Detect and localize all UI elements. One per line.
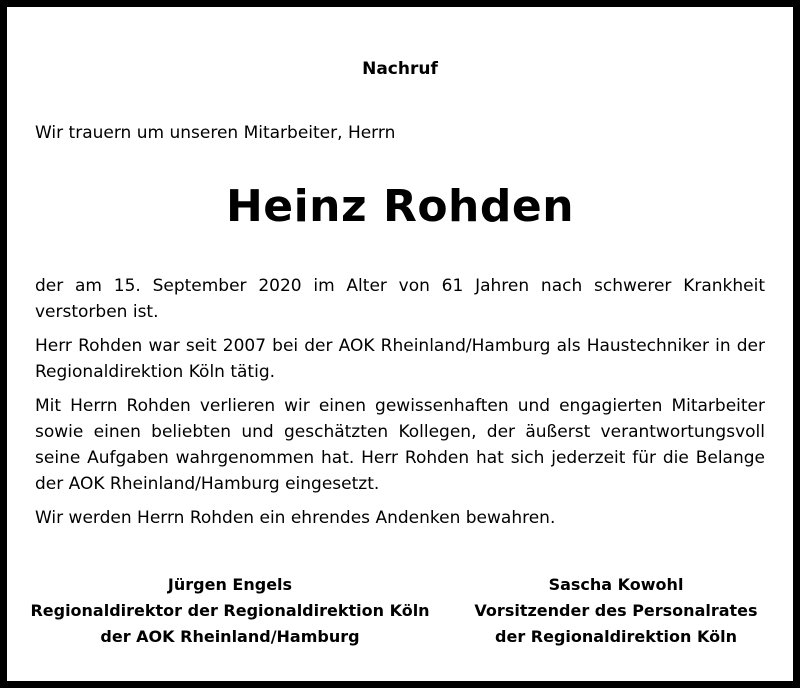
notice-body bbox=[35, 273, 765, 539]
paragraph-employment: Herr Rohden war seit 2007 bei der AOK Rheinland/Hamburg als Haustechniker in der Regionaldirektion Köln tätig. bbox=[35, 336, 765, 382]
paragraph-death-date: der am 15. September 2020 im Alter von 61 Jahren nach schwerer Krankheit verstorben ist. bbox=[35, 276, 765, 322]
notice-heading: Nachruf bbox=[362, 59, 438, 79]
paragraph-tribute: Mit Herrn Rohden verlieren wir einen gewissenhaften und engagierten Mitarbeiter sowie einen beliebten und geschätzten Kollegen, der äußerst verantwortungsvoll seine Aufgaben wahrgenommen hat. Herr Rohden hat sich jederzeit für die Belange der AOK Rheinland/Hamburg eingesetzt. bbox=[35, 396, 765, 494]
deceased-name: Heinz Rohden bbox=[225, 181, 575, 232]
signature-block-director bbox=[27, 572, 433, 650]
signatory-role: Regionaldirektor der Regionaldirektion Köln bbox=[30, 601, 430, 620]
signatory-organization: der Regionaldirektion Köln bbox=[495, 627, 737, 646]
signatory-name: Sascha Kowohl bbox=[548, 575, 684, 594]
signatory-name: Jürgen Engels bbox=[167, 575, 293, 594]
paragraph-closing: Wir werden Herrn Rohden ein ehrendes Andenken bewahren. bbox=[35, 508, 556, 528]
signatory-organization: der AOK Rheinland/Hamburg bbox=[100, 627, 360, 646]
intro-line: Wir trauern um unseren Mitarbeiter, Herrn bbox=[35, 123, 396, 143]
signature-block-staff-council bbox=[461, 572, 771, 650]
signatory-role: Vorsitzender des Personalrates bbox=[474, 601, 758, 620]
